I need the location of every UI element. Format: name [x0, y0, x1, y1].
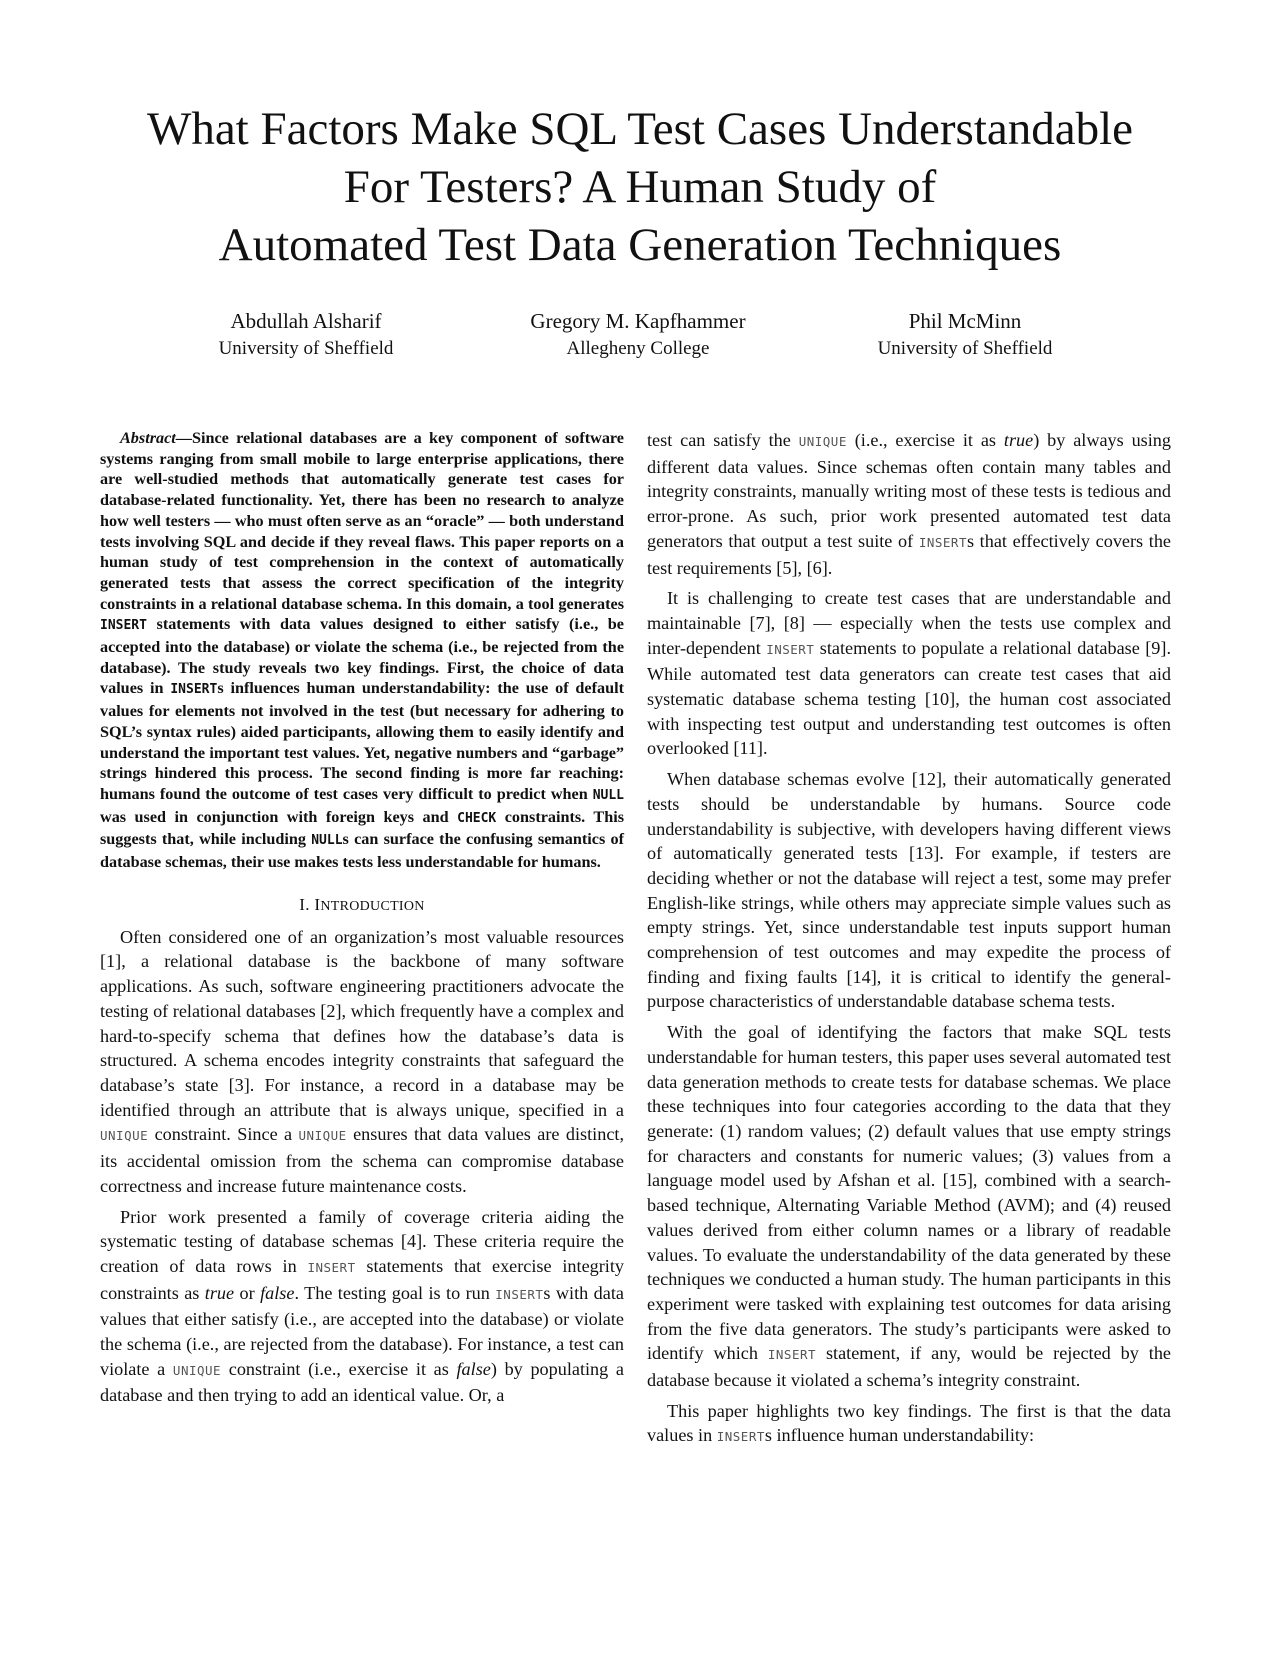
- author-affiliation: University of Sheffield: [218, 338, 394, 359]
- author-block-1: [146, 308, 466, 362]
- sql-keyword: INSERT: [767, 1347, 817, 1363]
- right-column: [647, 428, 1171, 1456]
- sql-keyword: INSERT: [495, 1286, 544, 1302]
- author-block-2: [478, 308, 798, 362]
- abstract-label: Abstract: [120, 429, 176, 447]
- sql-keyword: INSERT: [766, 641, 815, 657]
- sql-keyword: INSERT: [170, 682, 218, 698]
- author-affiliation: Allegheny College: [566, 338, 710, 359]
- sql-keyword: UNIQUE: [298, 1128, 347, 1144]
- author-name: Gregory M. Kapfhammer: [530, 309, 746, 333]
- sql-keyword: CHECK: [457, 810, 497, 826]
- author-block-3: [805, 308, 1125, 362]
- sql-keyword: UNIQUE: [798, 434, 847, 449]
- author-name: Phil McMinn: [908, 309, 1022, 333]
- author-affiliation: University of Sheffield: [877, 338, 1053, 359]
- sql-keyword: NULL: [592, 787, 624, 803]
- sql-keyword: INSERT: [716, 1429, 765, 1445]
- abstract: Abstract—Since relational databases are a key component of software systems ranging from small mobile to large enterprise applications, there are well-studied methods that automatically generate test cases for database-related functionality. Yet, there has been no research to analyze how well testers — who must often serve as an “oracle” — both understand tests involving SQL and decide if they reveal flaws. This paper reports on a human study of test comprehension in the context of automatically generated tests that assess the correct specification of the integrity constraints in a relational database schema. In this domain, a tool generates INSERT statements with data values designed to either satisfy (i.e., be accepted into the database) or violate the schema (i.e., be rejected from the database). The study reveals two key findings. First, the choice of data values in INSERTs influences human understandability: the use of default values for elements not involved in the test (but necessary for adhering to SQL’s syntax rules) aided participants, allowing them to easily identify and understand the important test values. Yet, negative numbers and “garbage” strings hindered this process. The second finding is more far reaching: humans found the outcome of test cases very difficult to predict when NULL was used in conjunction with foreign keys and CHECK constraints. This suggests that, while including NULLs can surface the confusing semantics of database schemas, their use makes tests less understandable for humans.: [100, 429, 625, 872]
- sql-keyword: INSERT: [100, 618, 147, 634]
- title-line-2: For Testers? A Human Study of: [343, 161, 937, 213]
- intro-paragraph-6: With the goal of identifying the factors that make SQL tests understandable for human testers, this paper uses several automated test data generation methods to create tests for database schemas. We place these techniques into four categories according to the data that they generate: (1) random values; (2) default values that use empty strings for characters and constants for numeric values; (3) values from a language model used by Afshan et al. [15], combined with a search-based technique, Alternating Variable Method (AVM); and (4) reused values derived from either column names or a library of readable values. To evaluate the understandability of the data generated by these techniques we conducted a human study. The human participants in this experiment were tasked with explaining test outcomes for data arising from the five data generators. The study’s participants were asked to identify which INSERT statement, if any, would be rejected by the database because it violated a schema’s integrity constraint.: [647, 1022, 1171, 1391]
- left-column: [100, 428, 624, 1414]
- title-line-1: What Factors Make SQL Test Cases Understandable: [146, 103, 1134, 155]
- sql-keyword: UNIQUE: [100, 1128, 149, 1144]
- intro-paragraph-7: This paper highlights two key findings. The first is that the data values in INSERTs influence human understandability:: [647, 1400, 1171, 1446]
- paper-title: [60, 100, 1220, 274]
- sql-keyword: INSERT: [307, 1259, 356, 1275]
- intro-paragraph-3: test can satisfy the UNIQUE (i.e., exercise it as true) by always using different data values. Since schemas often contain many tables and integrity constraints, manually writing most of these tests is tedious and error-prone. As such, prior work presented automated test data generators that output a test suite of INSERTs that effectively covers the test requirements [5], [6].: [647, 430, 1171, 578]
- author-name: Abdullah Alsharif: [230, 309, 382, 333]
- intro-paragraph-1: Often considered one of an organization’s most valuable resources [1], a relational database is the backbone of many software applications. As such, software engineering practitioners advocate the testing of relational databases [2], which frequently have a complex and hard-to-specify schema that defines how the database’s data is structured. A schema encodes integrity constraints that safeguard the database’s state [3]. For instance, a record in a database may be identified through an attribute that is always unique, specified in a UNIQUE constraint. Since a UNIQUE ensures that data values are distinct, its accidental omission from the schema can compromise database correctness and increase future maintenance costs.: [100, 926, 624, 1196]
- intro-paragraph-4: It is challenging to create test cases that are understandable and maintainable [7], [8] — especially when the tests use complex and inter-dependent INSERT statements to populate a relational database [9]. While automated test data generators can create test cases that aid systematic database schema testing [10], the human cost associated with inspecting test output and understanding test outcomes is often overlooked [11].: [647, 588, 1172, 759]
- intro-paragraph-5: When database schemas evolve [12], their automatically generated tests should be understandable by humans. Source code understandability is subjective, with developers having different views of automatically generated tests [13]. For example, if testers are deciding whether or not the database will reject a test, some may prefer English-like strings, while others may appreciate simple values such as empty strings. Yet, since understandable test inputs support human comprehension of test outcomes and may expedite the process of finding and fixing faults [14], it is critical to identify the general-purpose characteristics of understandable database schema tests.: [647, 769, 1171, 1012]
- section-heading-introduction: I. INTRODUCTION: [299, 894, 425, 914]
- sql-keyword: UNIQUE: [172, 1362, 222, 1378]
- intro-paragraph-2: Prior work presented a family of coverage criteria aiding the systematic testing of database schemas [4]. These criteria require the creation of data rows in INSERT statements that exercise integrity constraints as true or false. The testing goal is to run INSERTs with data values that either satisfy (i.e., are accepted into the database) or violate the schema (i.e., are rejected from the database). For instance, a test can violate a UNIQUE constraint (i.e., exercise it as false) by populating a database and then trying to add an identical value. Or, a: [100, 1206, 624, 1406]
- sql-keyword: INSERT: [918, 534, 967, 550]
- title-line-3: Automated Test Data Generation Techniques: [218, 219, 1062, 271]
- sql-keyword: NULL: [311, 833, 343, 849]
